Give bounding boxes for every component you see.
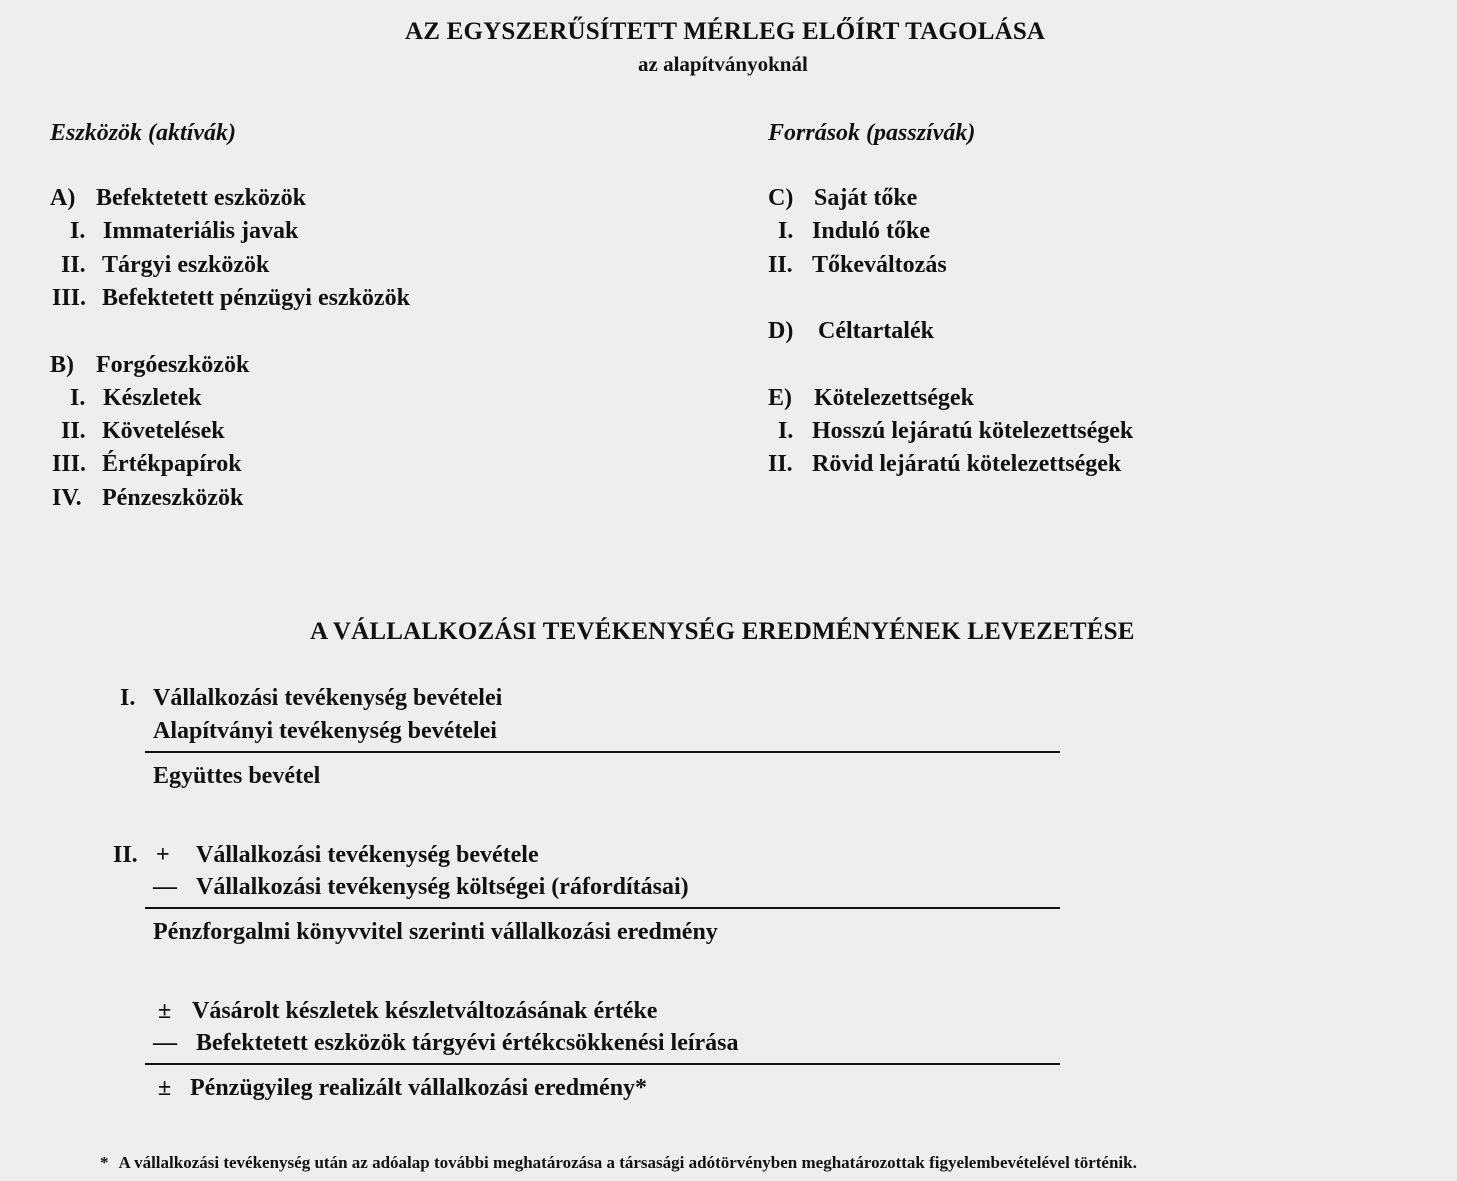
footnote: [100, 1153, 1137, 1173]
liability-num: II.: [768, 451, 793, 477]
asset-num: B): [50, 352, 74, 378]
liability-row-c-ii: [768, 252, 947, 279]
asset-row-a-ii: [61, 252, 269, 279]
asset-label: Befektetett eszközök: [96, 185, 306, 211]
asset-row-a-iii: [52, 285, 410, 312]
asset-label: Befektetett pénzügyi eszközök: [102, 285, 410, 311]
result-section3-line2: Befektetett eszközök tárgyévi értékcsökkenési leírása: [196, 1030, 739, 1056]
asset-num: I.: [70, 385, 86, 411]
result-section1-rule: [145, 751, 1060, 753]
asset-label: Követelések: [102, 418, 225, 444]
asset-row-a-i: [70, 218, 298, 245]
liability-row-e: [768, 385, 974, 412]
asset-label: Tárgyi eszközök: [102, 252, 270, 278]
asset-row-b-iv: [52, 485, 243, 512]
liability-num: C): [768, 185, 794, 211]
result-section2-num: II.: [113, 842, 138, 868]
asset-num: II.: [61, 418, 86, 444]
liabilities-heading: Források (passzívák): [768, 120, 976, 146]
asset-row-b: [50, 352, 249, 379]
result-section3-sign3: ±: [158, 1075, 172, 1101]
result-section3-rule: [145, 1063, 1060, 1065]
result-section2-sign1: +: [156, 842, 170, 868]
result-section2-total: Pénzforgalmi könyvvitel szerinti vállalkozási eredmény: [153, 919, 718, 945]
liability-label: Tőkeváltozás: [812, 252, 947, 278]
asset-label: Készletek: [103, 385, 202, 411]
result-section3-line1: Vásárolt készletek készletváltozásának értéke: [192, 998, 658, 1024]
assets-heading: Eszközök (aktívák): [50, 120, 236, 146]
asset-label: Pénzeszközök: [102, 485, 244, 511]
asset-row-a: [50, 185, 306, 212]
liability-label: Hosszú lejáratú kötelezettségek: [812, 418, 1134, 444]
asset-num: I.: [70, 218, 86, 244]
result-section2-rule: [145, 907, 1060, 909]
balance-subtitle: az alapítványoknál: [638, 52, 808, 76]
result-section3-sign1: ±: [158, 998, 172, 1024]
liability-label: Kötelezettségek: [814, 385, 974, 411]
asset-label: Immateriális javak: [103, 218, 299, 244]
liability-num: D): [768, 318, 794, 344]
result-section1-total: Együttes bevétel: [153, 763, 321, 789]
liability-num: II.: [768, 252, 793, 278]
result-section2-sign2: —: [153, 874, 177, 900]
result-section1-line2: Alapítványi tevékenység bevételei: [153, 718, 497, 744]
liability-label: Saját tőke: [814, 185, 918, 211]
asset-label: Forgóeszközök: [96, 352, 250, 378]
asset-num: A): [50, 185, 76, 211]
result-section1-num: I.: [120, 685, 136, 711]
liability-label: Rövid lejáratú kötelezettségek: [812, 451, 1122, 477]
result-section3-sign2: —: [153, 1030, 177, 1056]
asset-row-b-i: [70, 385, 202, 412]
liability-num: I.: [778, 418, 794, 444]
liability-row-e-i: [778, 418, 1133, 445]
balance-title: AZ EGYSZERŰSÍTETT MÉRLEG ELŐÍRT TAGOLÁSA: [405, 18, 1046, 45]
liability-num: I.: [778, 218, 794, 244]
asset-num: III.: [52, 451, 87, 477]
asset-num: IV.: [52, 485, 82, 511]
asset-row-b-iii: [52, 451, 242, 478]
liability-row-d: [768, 318, 934, 345]
footnote-text: A vállalkozási tevékenység után az adóalap további meghatározása a társasági adótörvényben meghatározottak figyelembevételével történik.: [118, 1153, 1137, 1172]
asset-row-b-ii: [61, 418, 225, 445]
liability-num: E): [768, 385, 792, 411]
liability-label: Induló tőke: [812, 218, 931, 244]
liability-row-c-i: [778, 218, 930, 245]
asset-label: Értékpapírok: [102, 451, 242, 477]
result-section3-total: Pénzügyileg realizált vállalkozási eredmény*: [190, 1075, 648, 1101]
result-section2-line1: Vállalkozási tevékenység bevétele: [196, 842, 539, 868]
result-section2-line2: Vállalkozási tevékenység költségei (ráfordításai): [196, 874, 689, 900]
liability-label: Céltartalék: [818, 318, 934, 344]
asset-num: III.: [52, 285, 87, 311]
result-section1-line1: Vállalkozási tevékenység bevételei: [153, 685, 503, 711]
liability-row-c: [768, 185, 917, 212]
result-title: A VÁLLALKOZÁSI TEVÉKENYSÉG EREDMÉNYÉNEK LEVEZETÉSE: [310, 618, 1135, 645]
asset-num: II.: [61, 252, 86, 278]
footnote-mark: *: [100, 1153, 109, 1172]
liability-row-e-ii: [768, 451, 1121, 478]
